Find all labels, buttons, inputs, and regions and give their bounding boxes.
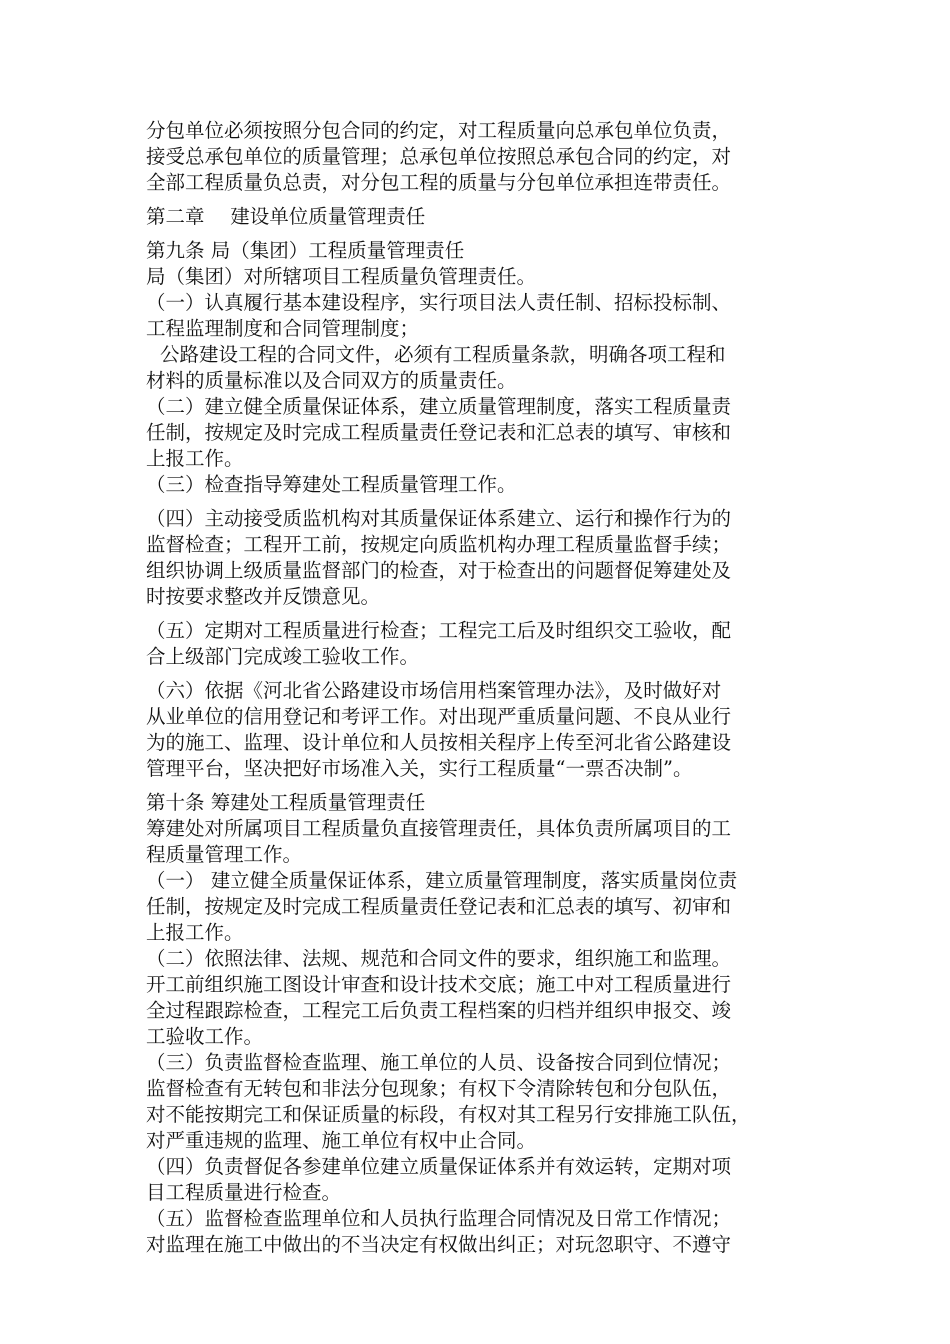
article-9-intro bbox=[146, 264, 812, 290]
text-line: 第二章 建设单位质量管理责任 bbox=[146, 205, 426, 228]
text-line: 从业单位的信用登记和考评工作。对出现严重质量问题、不良从业行 bbox=[146, 705, 732, 728]
text-line: （三）负责监督检查监理、施工单位的人员、设备按合同到位情况； bbox=[146, 1051, 732, 1074]
text-line: 监督检查有无转包和非法分包现象；有权下令清除转包和分包队伍， bbox=[146, 1077, 732, 1100]
text-line: （一）认真履行基本建设程序，实行项目法人责任制、招标投标制、 bbox=[146, 291, 732, 314]
paragraph-subcontract bbox=[146, 118, 812, 196]
text-line: 为的施工、监理、设计单位和人员按相关程序上传至河北省公路建设 bbox=[146, 731, 732, 754]
text-line: （三）检查指导筹建处工程质量管理工作。 bbox=[146, 473, 517, 496]
text-line: （五）定期对工程质量进行检查；工程完工后及时组织交工验收，配 bbox=[146, 619, 732, 642]
text-line: 组织协调上级质量监督部门的检查，对于检查出的问题督促筹建处及 bbox=[146, 559, 732, 582]
article-10-intro bbox=[146, 816, 812, 868]
article-9-item-1 bbox=[146, 290, 812, 342]
text-line: 材料的质量标准以及合同双方的质量责任。 bbox=[146, 369, 517, 392]
text-line: 工验收工作。 bbox=[146, 1025, 264, 1048]
text-line: （一） 建立健全质量保证体系，建立质量管理制度，落实质量岗位责 bbox=[146, 869, 738, 892]
text-line: （四）负责督促各参建单位建立质量保证体系并有效运转，定期对项 bbox=[146, 1155, 732, 1178]
article-10-item-3 bbox=[146, 1050, 812, 1154]
text-line: 筹建处对所属项目工程质量负直接管理责任，具体负责所属项目的工 bbox=[146, 817, 732, 840]
text-line: 开工前组织施工图设计审查和设计技术交底；施工中对工程质量进行 bbox=[146, 973, 732, 996]
article-10-item-5 bbox=[146, 1206, 812, 1258]
text-line: 对严重违规的监理、施工单位有权中止合同。 bbox=[146, 1129, 537, 1152]
article-9-item-5 bbox=[146, 618, 812, 670]
text-line: 时按要求整改并反馈意见。 bbox=[146, 585, 381, 608]
article-10-item-4 bbox=[146, 1154, 812, 1206]
text-line: 目工程质量进行检查。 bbox=[146, 1181, 342, 1204]
article-9-item-4 bbox=[146, 506, 812, 610]
document-page bbox=[146, 118, 812, 1258]
text-line: 对不能按期完工和保证质量的标段，有权对其工程另行安排施工队伍， bbox=[146, 1103, 751, 1126]
text-line: 上报工作。 bbox=[146, 447, 244, 470]
text-line: （二）建立健全质量保证体系，建立质量管理制度，落实工程质量责 bbox=[146, 395, 732, 418]
text-line: 工程监理制度和合同管理制度； bbox=[146, 317, 420, 340]
article-9-item-3 bbox=[146, 472, 812, 498]
text-line: （六）依据《河北省公路建设市场信用档案管理办法》，及时做好对 bbox=[146, 679, 722, 702]
article-10-item-1 bbox=[146, 868, 812, 946]
text-line: 管理平台，坚决把好市场准入关，实行工程质量“一票否决制”。 bbox=[146, 757, 693, 780]
article-9-item-2 bbox=[146, 394, 812, 472]
text-line: （二）依照法律、法规、规范和合同文件的要求，组织施工和监理。 bbox=[146, 947, 732, 970]
article-10-item-2 bbox=[146, 946, 812, 1050]
text-line: 第十条 筹建处工程质量管理责任 bbox=[146, 791, 426, 814]
text-line: 上报工作。 bbox=[146, 921, 244, 944]
text-line: 局（集团）对所辖项目工程质量负管理责任。 bbox=[146, 265, 537, 288]
article-9-item-6 bbox=[146, 678, 812, 782]
text-line: 分包单位必须按照分包合同的约定，对工程质量向总承包单位负责， bbox=[146, 119, 732, 142]
text-line: 全部工程质量负总责，对分包工程的质量与分包单位承担连带责任。 bbox=[146, 171, 732, 194]
text-line: 合上级部门完成竣工验收工作。 bbox=[146, 645, 420, 668]
text-line: 第九条 局（集团）工程质量管理责任 bbox=[146, 239, 465, 262]
chapter-heading bbox=[146, 204, 812, 230]
article-9-contract-note bbox=[146, 342, 812, 394]
article-10-heading bbox=[146, 790, 812, 816]
article-9-heading bbox=[146, 238, 812, 264]
text-line: 任制，按规定及时完成工程质量责任登记表和汇总表的填写、审核和 bbox=[146, 421, 732, 444]
text-line: 对监理在施工中做出的不当决定有权做出纠正；对玩忽职守、不遵守 bbox=[146, 1233, 732, 1256]
text-line: 监督检查；工程开工前，按规定向质监机构办理工程质量监督手续； bbox=[146, 533, 732, 556]
text-line: 程质量管理工作。 bbox=[146, 843, 303, 866]
text-line: 公路建设工程的合同文件，必须有工程质量条款，明确各项工程和 bbox=[160, 343, 726, 366]
text-line: 全过程跟踪检查，工程完工后负责工程档案的归档并组织申报交、竣 bbox=[146, 999, 732, 1022]
text-line: 任制，按规定及时完成工程质量责任登记表和汇总表的填写、初审和 bbox=[146, 895, 732, 918]
text-line: （五）监督检查监理单位和人员执行监理合同情况及日常工作情况； bbox=[146, 1207, 732, 1230]
text-line: （四）主动接受质监机构对其质量保证体系建立、运行和操作行为的 bbox=[146, 507, 732, 530]
text-line: 接受总承包单位的质量管理；总承包单位按照总承包合同的约定，对 bbox=[146, 145, 732, 168]
